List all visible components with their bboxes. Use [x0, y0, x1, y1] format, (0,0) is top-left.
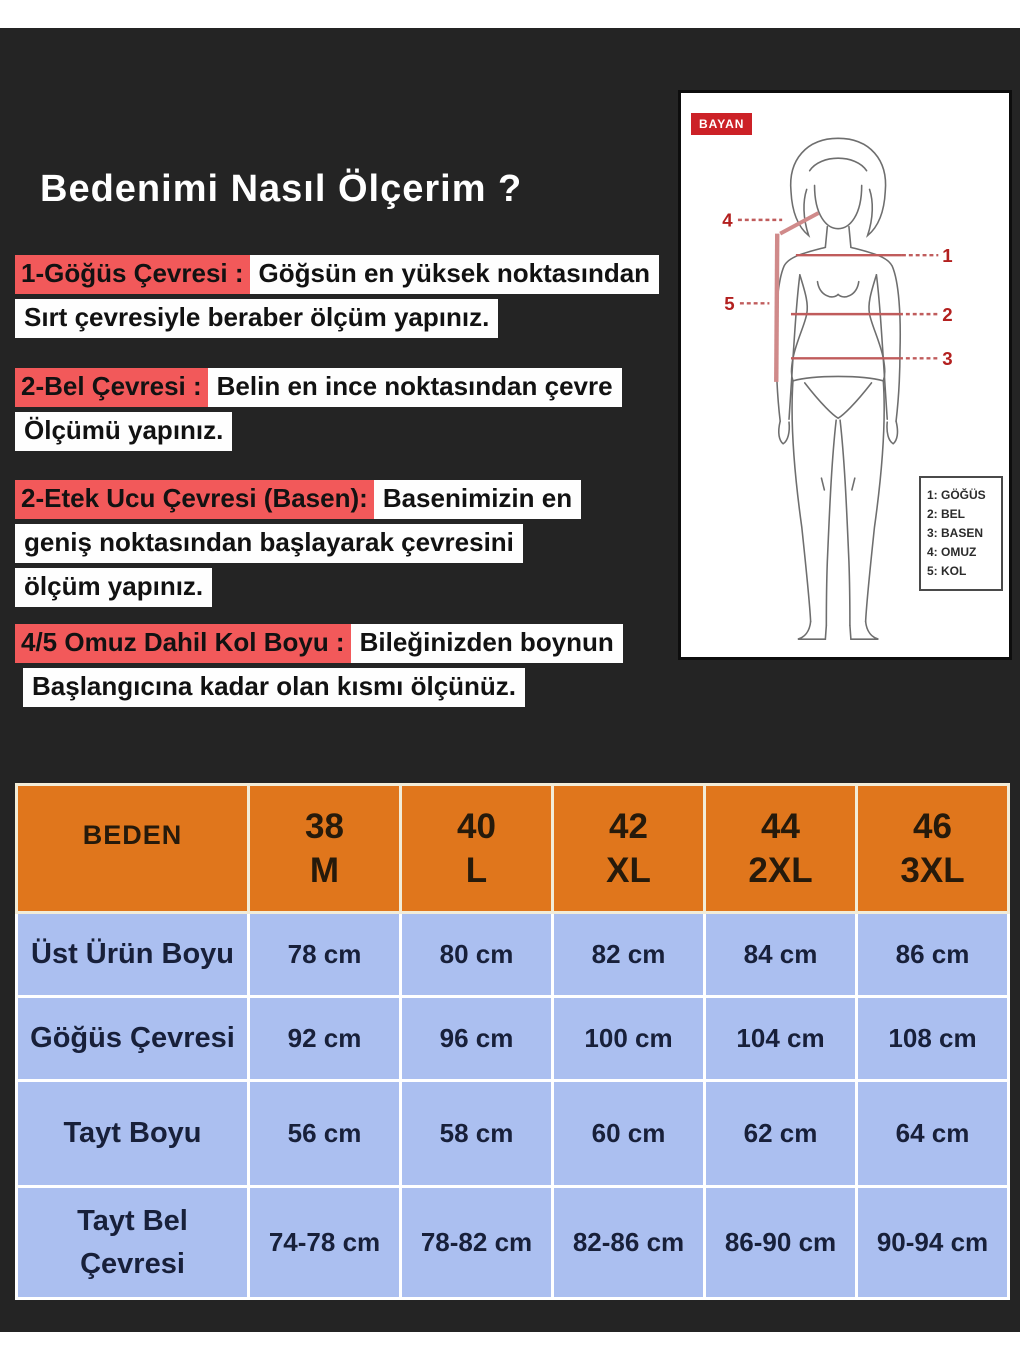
diagram-marker-shoulder: 4 [722, 209, 733, 231]
size-column-header [249, 785, 401, 913]
page-title: Bedenimi Nasıl Ölçerim ? [40, 168, 523, 210]
size-number: 46 [913, 806, 952, 846]
instruction-line [23, 668, 623, 707]
size-table-header-row [17, 785, 1009, 913]
table-row [17, 1081, 1009, 1187]
instruction-line [15, 368, 622, 407]
measurement-cell: 104 cm [705, 997, 857, 1081]
size-letter: XL [606, 850, 651, 890]
instruction-text-highlight: Belin en ince noktasından çevre [208, 368, 622, 407]
measurement-cell: 80 cm [401, 913, 553, 997]
row-label: Tayt Boyu [17, 1081, 249, 1187]
measurement-cell: 82 cm [553, 913, 705, 997]
measurement-cell: 60 cm [553, 1081, 705, 1187]
instruction-line [15, 624, 623, 663]
instruction-line [15, 480, 581, 519]
size-table [15, 783, 1010, 1300]
measurement-cell: 108 cm [857, 997, 1009, 1081]
measurement-cell: 56 cm [249, 1081, 401, 1187]
row-label: Üst Ürün Boyu [17, 913, 249, 997]
instruction-line [15, 299, 659, 338]
size-table-corner-label: BEDEN [17, 785, 249, 913]
instruction-chest [15, 255, 659, 343]
instruction-heading-highlight: 2-Etek Ucu Çevresi (Basen): [15, 480, 374, 519]
instruction-text-highlight: geniş noktasından başlayarak çevresini [15, 524, 523, 563]
instruction-text-highlight: Başlangıcına kadar olan kısmı ölçünüz. [23, 668, 525, 707]
measurement-cell: 58 cm [401, 1081, 553, 1187]
legend-item: 4: OMUZ [927, 545, 977, 559]
measurement-cell: 90-94 cm [857, 1187, 1009, 1299]
measurement-cell: 78 cm [249, 913, 401, 997]
size-number: 40 [457, 806, 496, 846]
measurement-cell: 86 cm [857, 913, 1009, 997]
instruction-text-highlight: Göğsün en yüksek noktasından [250, 255, 660, 294]
instruction-hip [15, 480, 581, 612]
instruction-line [15, 568, 581, 607]
instruction-line [15, 255, 659, 294]
table-row [17, 997, 1009, 1081]
diagram-marker-chest: 1 [942, 245, 953, 267]
instruction-arm [15, 624, 623, 712]
measurement-cell: 84 cm [705, 913, 857, 997]
instruction-heading-highlight: 4/5 Omuz Dahil Kol Boyu : [15, 624, 351, 663]
legend-item: 3: BASEN [927, 526, 984, 540]
row-label: Tayt Bel Çevresi [17, 1187, 249, 1299]
instruction-text-highlight: Basenimizin en [374, 480, 581, 519]
body-measurement-panel [678, 90, 1012, 660]
measurement-cell: 64 cm [857, 1081, 1009, 1187]
size-column-header [553, 785, 705, 913]
measurement-cell: 92 cm [249, 997, 401, 1081]
instruction-heading-highlight: 2-Bel Çevresi : [15, 368, 208, 407]
instruction-text-highlight: Sırt çevresiyle beraber ölçüm yapınız. [15, 299, 498, 338]
size-number: 38 [305, 806, 344, 846]
measurement-cell: 62 cm [705, 1081, 857, 1187]
size-letter: 2XL [748, 850, 813, 890]
diagram-legend [919, 476, 1003, 591]
size-column-header [857, 785, 1009, 913]
measurement-cell: 78-82 cm [401, 1187, 553, 1299]
measurement-cell: 100 cm [553, 997, 705, 1081]
diagram-marker-waist: 2 [942, 303, 953, 325]
measurement-guide-section [0, 28, 1020, 1332]
measurement-cell: 74-78 cm [249, 1187, 401, 1299]
legend-item: 2: BEL [927, 507, 966, 521]
gender-badge: BAYAN [691, 113, 752, 135]
measurement-cell: 82-86 cm [553, 1187, 705, 1299]
table-row [17, 1187, 1009, 1299]
measurement-cell: 86-90 cm [705, 1187, 857, 1299]
diagram-marker-arm: 5 [724, 293, 735, 315]
size-column-header [401, 785, 553, 913]
size-letter: L [465, 850, 488, 890]
instruction-text-highlight: Ölçümü yapınız. [15, 412, 232, 451]
table-row [17, 913, 1009, 997]
legend-item: 5: KOL [927, 564, 967, 578]
instruction-text-highlight: ölçüm yapınız. [15, 568, 212, 607]
instruction-heading-highlight: 1-Göğüs Çevresi : [15, 255, 250, 294]
size-number: 44 [761, 806, 800, 846]
size-letter: M [309, 850, 340, 890]
instruction-waist [15, 368, 622, 456]
size-column-header [705, 785, 857, 913]
diagram-marker-hip: 3 [942, 348, 953, 370]
measurement-cell: 96 cm [401, 997, 553, 1081]
instruction-line [15, 524, 581, 563]
size-number: 42 [609, 806, 648, 846]
instruction-text-highlight: Bileğinizden boynun [351, 624, 623, 663]
size-letter: 3XL [900, 850, 965, 890]
legend-item: 1: GÖĞÜS [927, 488, 986, 502]
row-label: Göğüs Çevresi [17, 997, 249, 1081]
instruction-line [15, 412, 622, 451]
